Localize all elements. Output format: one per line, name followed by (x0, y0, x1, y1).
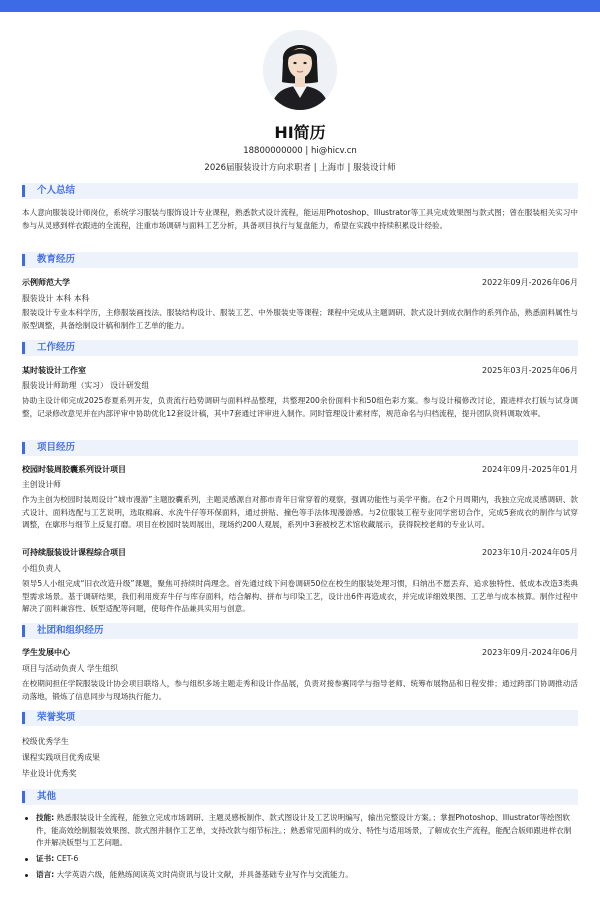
section-title: 其他 (37, 791, 57, 802)
education-major: 服装设计 本科 本科 (22, 294, 90, 303)
work-role: 服装设计师助理（实习） 设计研发组 (22, 381, 150, 390)
section-header-awards (22, 710, 578, 726)
work-date: 2025年03月-2025年06月 (482, 366, 578, 375)
section-accent-bar (22, 185, 25, 197)
project-text: 领导5人小组完成“旧衣改造升级”课题，聚焦可持续时尚理念。首先通过线下问卷调研50位在校生的服装处理习惯，归纳出不愿丢弃、追求独特性、低成本改造3类典型需求场景。基于调研结果，我们利用废弃牛仔与库存面料，结合解构、拼布与印染工艺，设计出6件再造成衣，并完成详细效果图、工艺单与成本核算。制作过程中解决了面料兼容性、版型适配等问题，使每件作品兼具实用与创意。 (22, 579, 578, 614)
candidate-name: HI简历 (274, 123, 326, 142)
school-name: 示例师范大学 (22, 278, 70, 287)
language-text: 大学英语六级，能熟练阅读英文时尚资讯与设计文献，并具备基础专业写作与交流能力。 (56, 870, 353, 879)
certificate-item (22, 853, 578, 866)
section-accent-bar (22, 342, 25, 354)
section-accent-bar (22, 712, 25, 724)
section-title: 个人总结 (37, 185, 76, 196)
skills-text: 熟悉服装设计全流程，能独立完成市场调研、主题灵感板制作、款式图设计及工艺说明编写，输出完整设计方案。；掌握Photoshop、Illustrator等绘图软件，能高效绘制服装效果图、款式图并制作工艺单，支持改款与细节标注。；熟悉常见面料的成分、特性与适用场景，了解成衣生产流程，能配合版师跟进样衣制作并解决版型与工艺问题。 (36, 813, 572, 848)
bullet-icon (25, 817, 28, 820)
section-header-work (22, 340, 578, 356)
bullet-icon (25, 858, 28, 861)
certificate-text: CET-6 (56, 854, 79, 863)
section-title: 社团和组织经历 (37, 625, 104, 636)
organization-name: 学生发展中心 (22, 648, 70, 657)
section-header-social (22, 623, 578, 639)
award-item: 课程实践项目优秀成果 (22, 753, 100, 762)
section-title: 工作经历 (37, 342, 76, 353)
education-text: 服装设计专业本科学历，主修服装画技法、服装结构设计、服装工艺、中外服装史等课程；课程中完成从主题调研、款式设计到成衣制作的系列作品，熟悉面料属性与版型调整，具备绘制设计稿和制作工艺单的能力。 (22, 308, 578, 330)
contact-line: 18800000000 | hi@hicv.cn (243, 146, 357, 156)
social-date: 2023年09月-2024年06月 (482, 648, 578, 657)
section-title: 荣誉奖项 (37, 712, 76, 723)
bullet-icon (25, 874, 28, 877)
language-item (22, 869, 578, 882)
section-title: 教育经历 (37, 254, 76, 265)
social-text: 在校期间担任学院服装设计协会项目联络人，参与组织多场主题走秀和设计作品展，负责对接参赛同学与指导老师、统筹布展物品和日程安排；通过跨部门协调推动活动落地，锻炼了信息同步与现场执行能力。 (22, 679, 578, 701)
award-item: 校级优秀学生 (22, 737, 69, 746)
section-title: 项目经历 (37, 442, 76, 453)
social-role: 项目与活动负责人 学生组织 (22, 664, 119, 673)
project-role: 小组负责人 (22, 564, 61, 573)
skills-label: 技能: (36, 813, 55, 822)
education-date: 2022年09月-2026年06月 (482, 278, 578, 287)
language-label: 语言: (36, 870, 55, 879)
award-item: 毕业设计优秀奖 (22, 769, 77, 778)
project-text: 作为主创为校园时装周设计“城市漫游”主题胶囊系列，主题灵感源自对都市青年日常穿着的观察，强调功能性与美学平衡。在2个月周期内，我独立完成灵感调研、款式设计、面料选配与工艺说明，选取棉麻、水洗牛仔等环保面料，通过拼贴、撞色等手法体现漫游感。与2位服装工程专业同学密切合作，完成5套成衣的制作与试穿调整，在廓形与细节上反复打磨。项目在校园时装周展出，现场约200人观展，系列中3套被校艺术馆收藏展示，获得院校老师的专业认可。 (22, 495, 578, 530)
section-accent-bar (22, 791, 25, 803)
project-date: 2023年10月-2024年05月 (482, 548, 578, 557)
section-accent-bar (22, 442, 25, 454)
project-date: 2024年09月-2025年01月 (482, 465, 578, 474)
skills-item (22, 812, 578, 850)
certificate-label: 证书: (36, 854, 55, 863)
section-header-projects (22, 440, 578, 456)
avatar (263, 30, 337, 110)
section-header-other (22, 789, 578, 805)
project-name: 校园时装周胶囊系列设计项目 (22, 465, 126, 474)
section-accent-bar (22, 625, 25, 637)
project-role: 主创设计师 (22, 480, 61, 489)
section-header-summary (22, 183, 578, 199)
section-accent-bar (22, 254, 25, 266)
job-intent-line: 2026届服装设计方向求职者 | 上海市 | 服装设计师 (204, 163, 396, 173)
portrait-photo (263, 30, 337, 110)
company-name: 某时装设计工作室 (22, 366, 86, 375)
top-accent-bar (0, 0, 600, 12)
project-name: 可持续服装设计课程综合项目 (22, 548, 126, 557)
section-header-education (22, 252, 578, 268)
summary-text: 本人意向服装设计师岗位，系统学习服装与服饰设计专业课程，熟悉款式设计流程，能运用Photoshop、Illustrator等工具完成效果图与款式图；曾在服装相关实习中参与从灵感到样衣跟进的全流程，注重市场调研与面料工艺分析，具备项目执行与复盘能力，希望在实践中持续积累设计经验。 (22, 208, 578, 230)
work-text: 协助主设计师完成2025春夏系列开发，负责流行趋势调研与面料样品整理，共整理200余份面料卡和50组色彩方案。参与设计稿修改讨论，跟进样衣打版与试身调整，记录修改意见并在内部评审中协助优化12套设计稿，其中7套通过评审进入制作。同时管理设计素材库，规范命名与归档流程，提升团队资料调取效率。 (22, 396, 578, 418)
